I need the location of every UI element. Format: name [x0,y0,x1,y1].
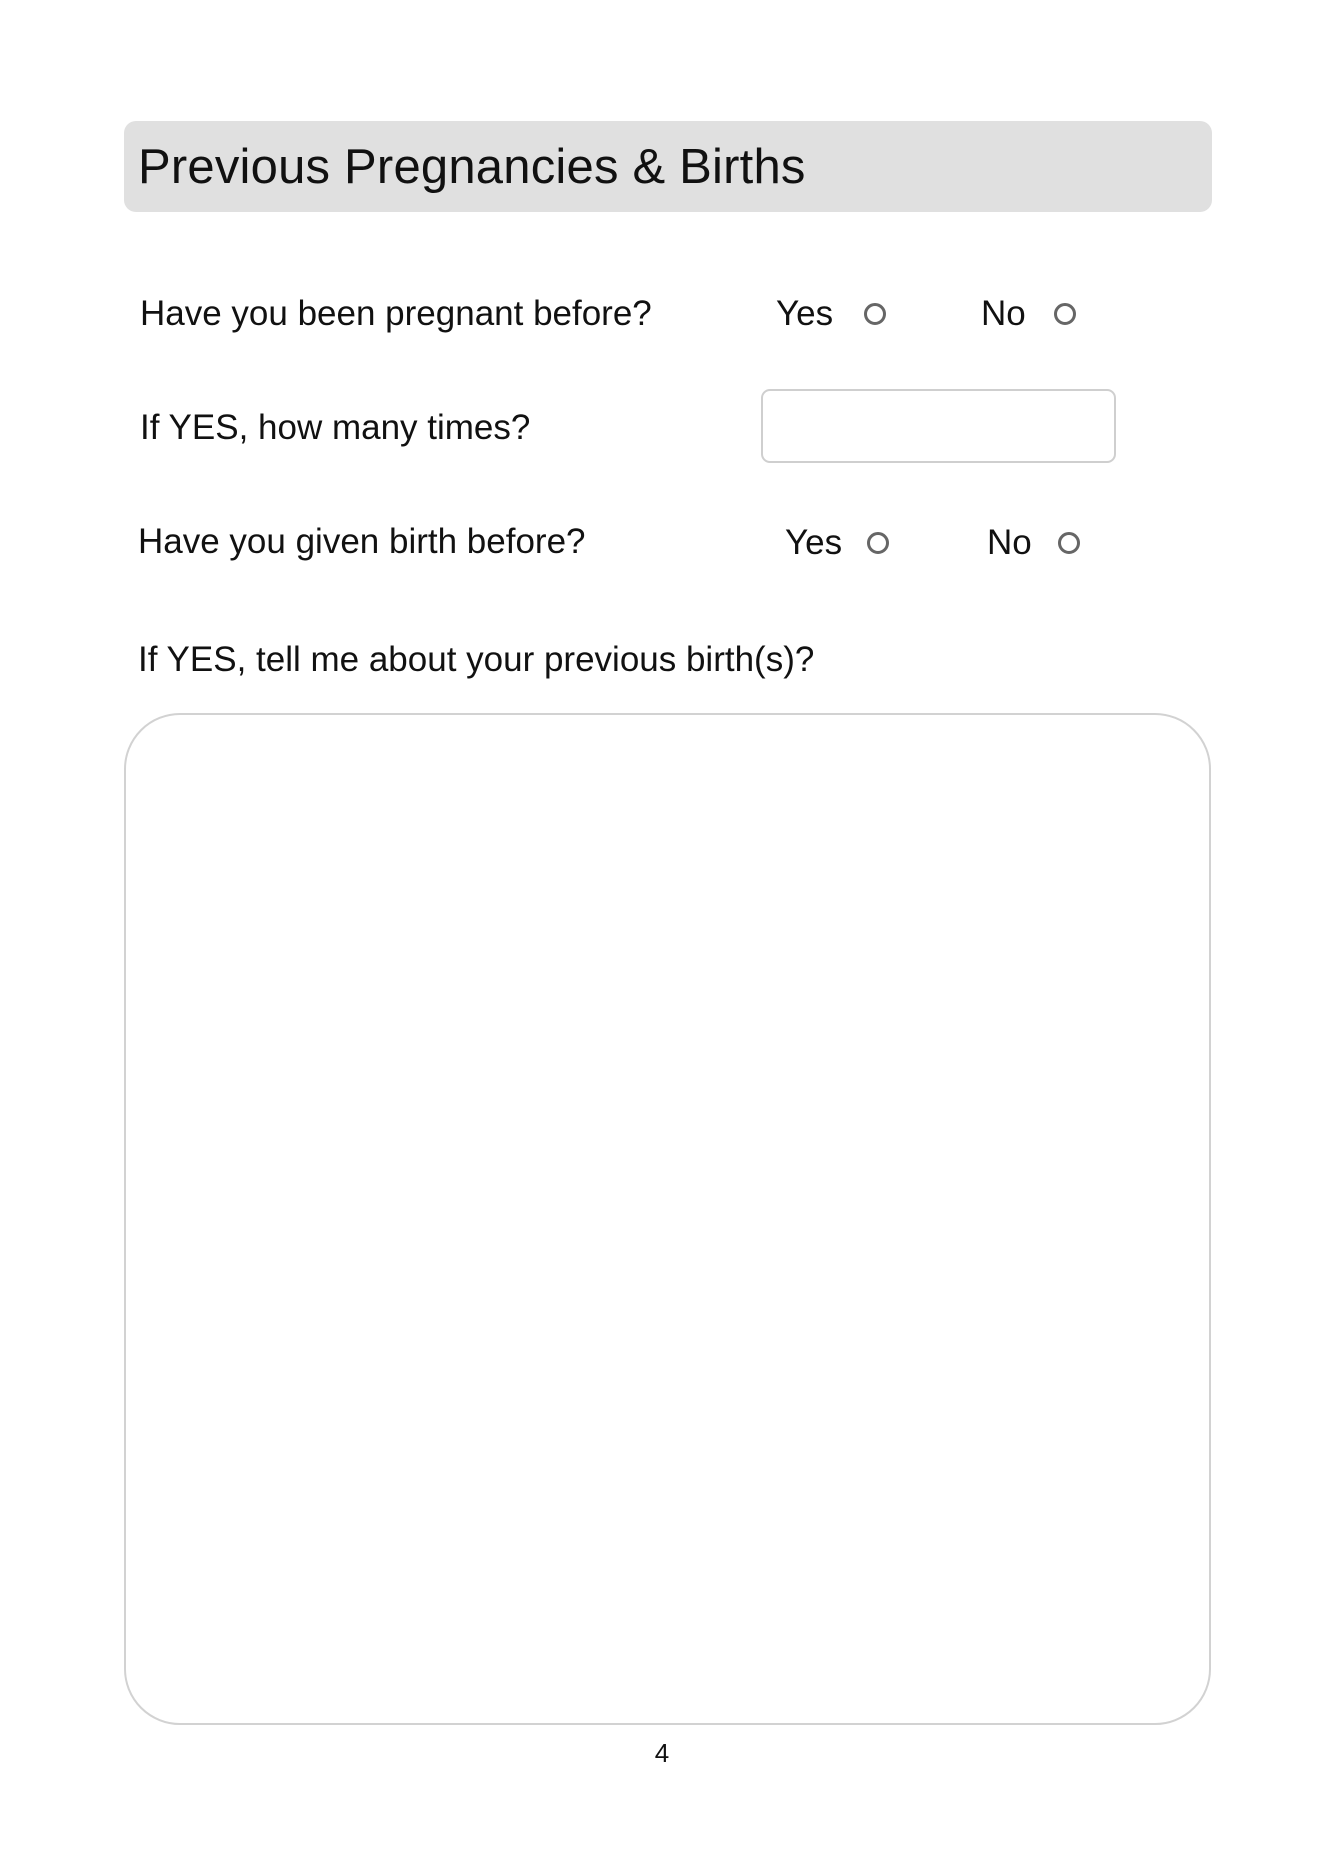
how-many-times-field[interactable] [761,389,1116,463]
given-birth-before-no-radio[interactable] [1058,532,1080,554]
page-number: 4 [654,1738,670,1768]
given-birth-before-yes-radio[interactable] [867,532,889,554]
previous-births-question: If YES, tell me about your previous birth(s)? [138,640,815,679]
given-birth-before-no-label: No [987,523,1032,562]
previous-births-textarea[interactable] [124,713,1211,1725]
pregnant-before-yes-radio[interactable] [864,303,886,325]
how-many-times-question: If YES, how many times? [140,408,531,447]
given-birth-before-yes-option[interactable] [785,525,889,560]
pregnant-before-no-radio[interactable] [1054,303,1076,325]
pregnant-before-no-label: No [981,294,1026,333]
pregnant-before-question: Have you been pregnant before? [140,294,652,333]
pregnant-before-no-option[interactable] [981,296,1076,331]
section-title: Previous Pregnancies & Births [138,139,806,194]
pregnant-before-yes-label: Yes [776,294,834,333]
given-birth-before-yes-label: Yes [785,523,843,562]
pregnant-before-yes-option[interactable] [776,296,886,331]
given-birth-before-no-option[interactable] [987,525,1080,560]
given-birth-before-question: Have you given birth before? [138,522,586,561]
section-header [124,121,1212,212]
